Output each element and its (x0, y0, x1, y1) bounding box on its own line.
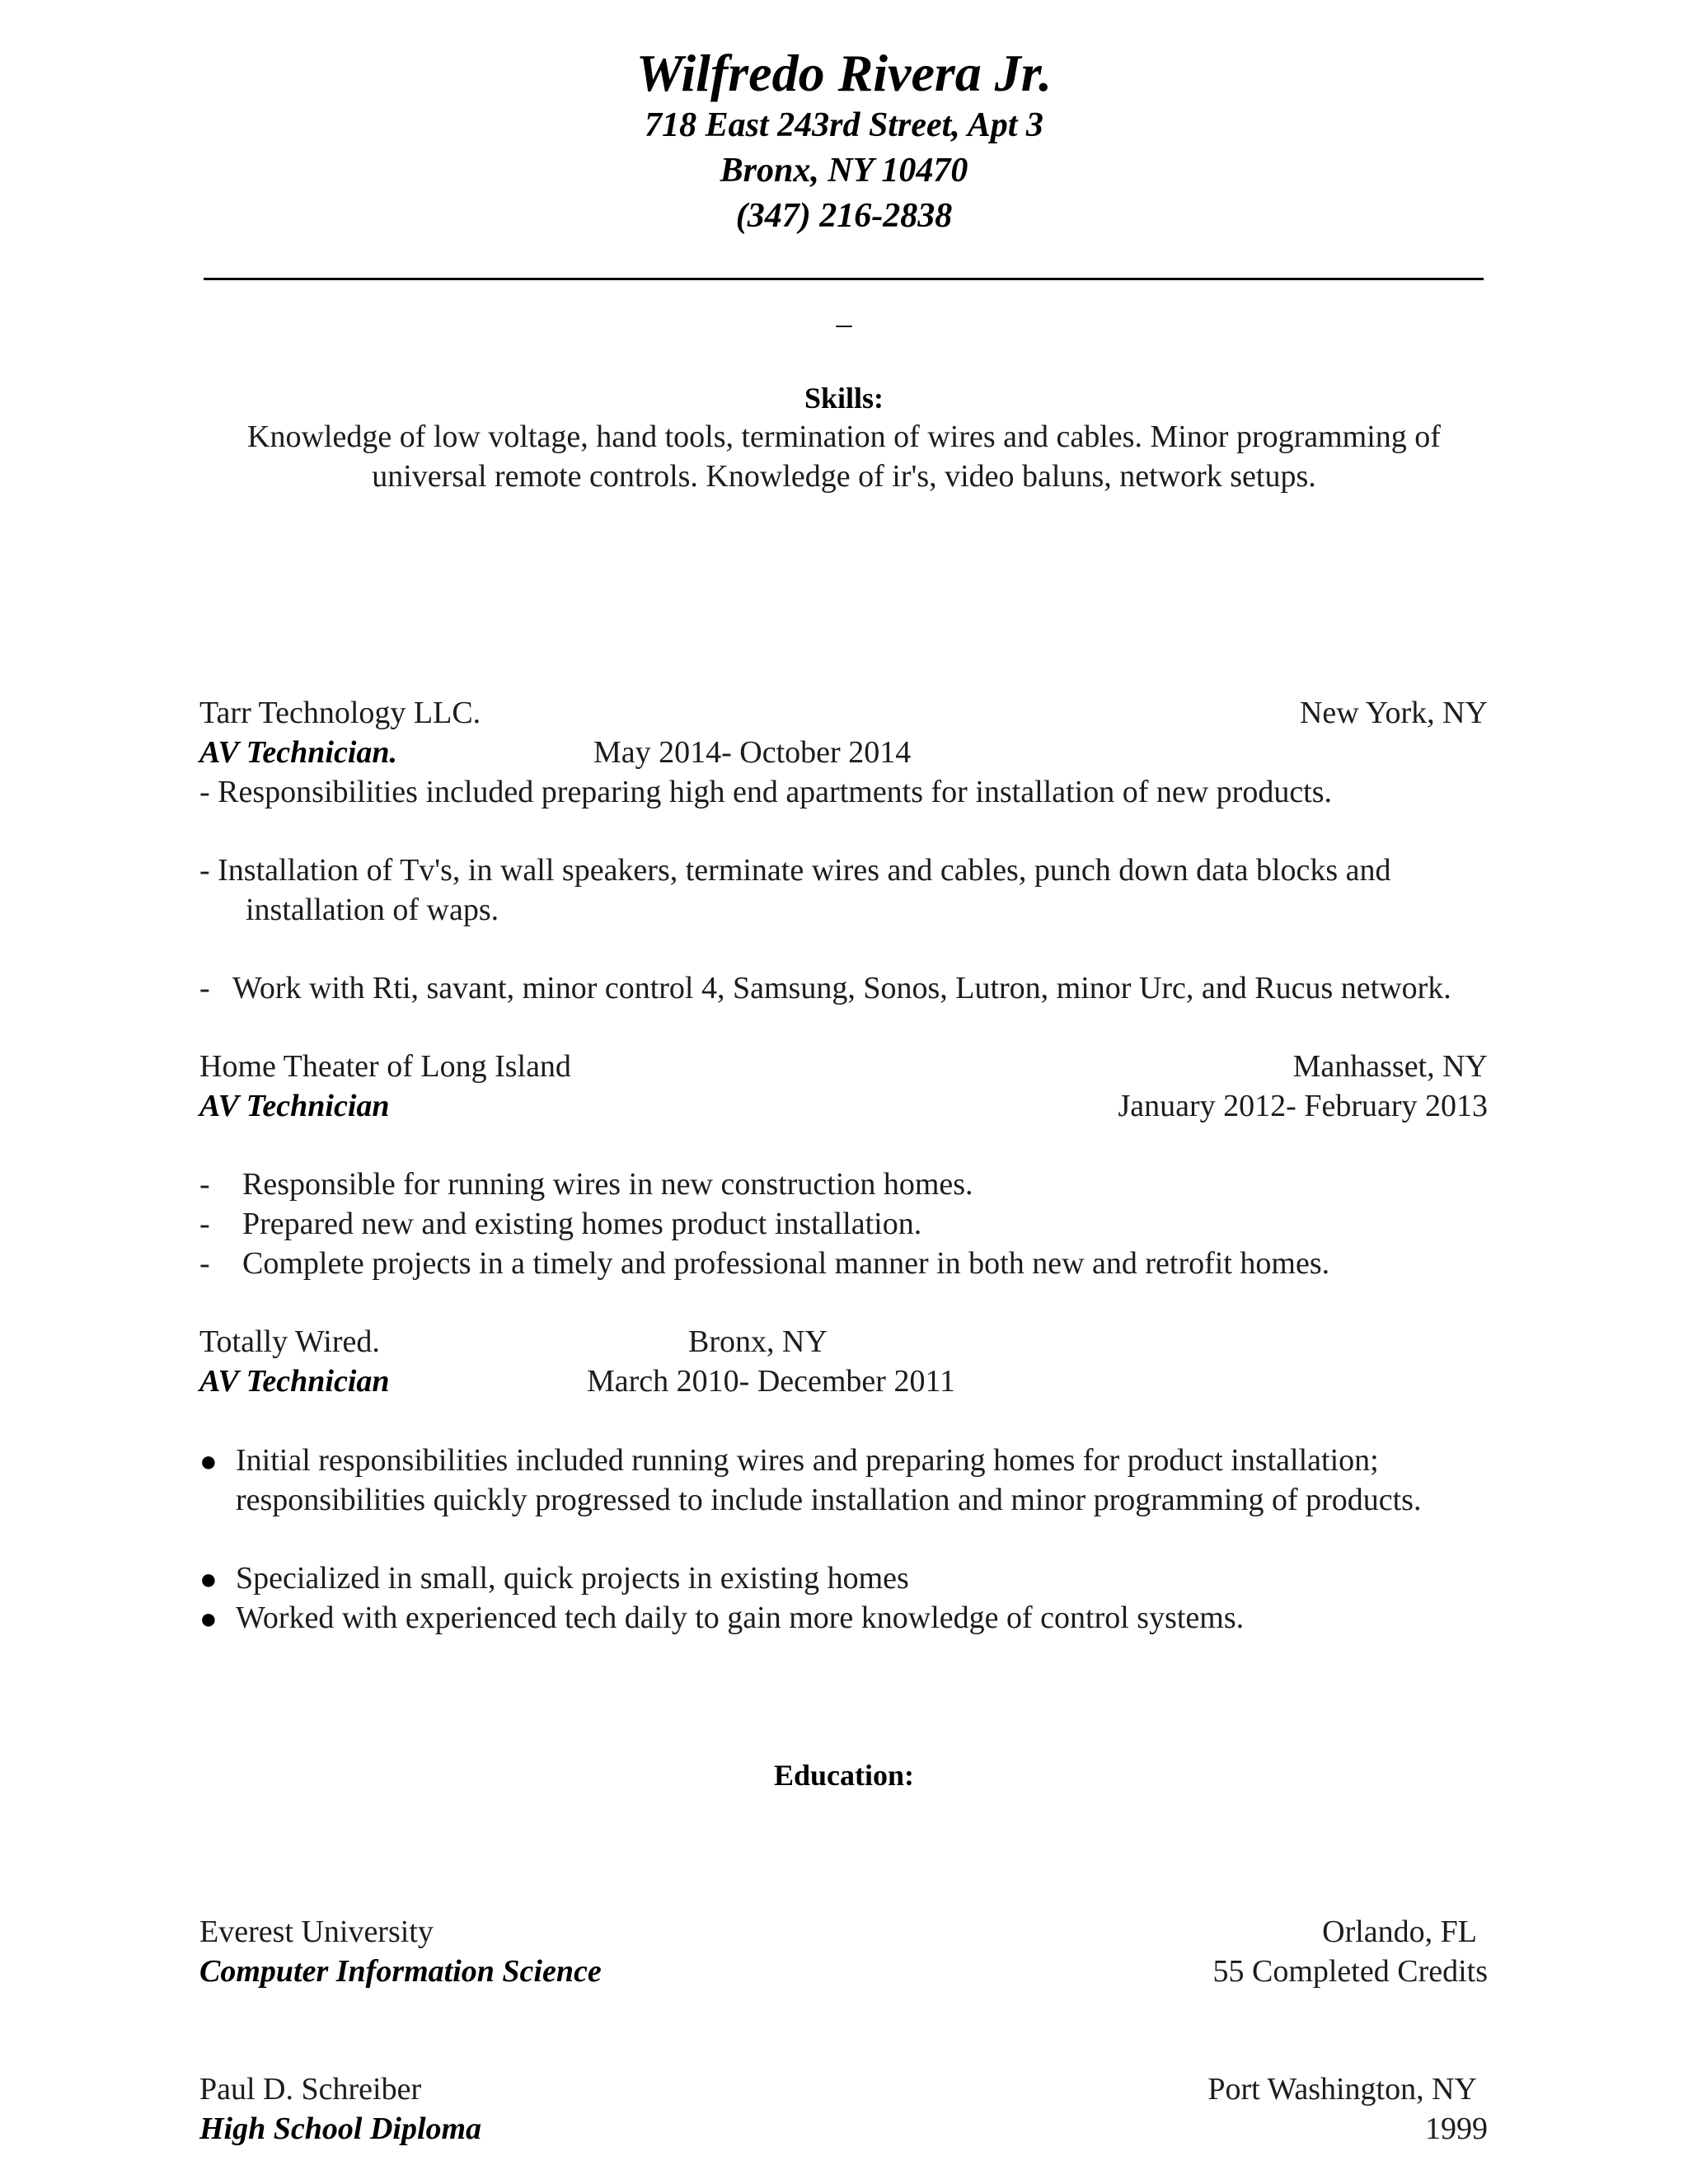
school-name: Everest University (199, 1915, 434, 1949)
job-duty: Initial responsibilities included running wires and preparing homes for product installation; (236, 1443, 1379, 1478)
address-line-1: 718 East 243rd Street, Apt 3 (645, 106, 1043, 144)
bullet-icon: ● (199, 1563, 218, 1596)
job-location: Bronx, NY (688, 1324, 828, 1359)
dash-marker: - (199, 1246, 210, 1281)
education-heading: Education: (773, 1759, 915, 1792)
program-name: High School Diploma (199, 2111, 482, 2146)
dash-marker: - (199, 971, 210, 1005)
program-detail: 55 Completed Credits (1212, 1954, 1488, 1989)
school-location: Port Washington, NY (1207, 2072, 1477, 2107)
program-name: Computer Information Science (199, 1954, 602, 1989)
bullet-icon: ● (199, 1445, 218, 1478)
job-dates: March 2010- December 2011 (587, 1364, 956, 1399)
dash-marker: - (199, 1207, 210, 1241)
job-company: Tarr Technology LLC. (199, 696, 481, 730)
job-company: Totally Wired. (199, 1324, 380, 1359)
job-role: AV Technician (199, 1089, 390, 1123)
job-duty: Specialized in small, quick projects in existing homes (236, 1561, 909, 1596)
skills-heading: Skills: (804, 382, 884, 415)
bullet-icon: ● (199, 1602, 218, 1635)
school-location: Orlando, FL (1322, 1915, 1477, 1949)
program-detail: 1999 (1425, 2111, 1488, 2146)
job-role: AV Technician (199, 1364, 390, 1399)
candidate-name: Wilfredo Rivera Jr. (635, 44, 1053, 102)
job-duty: Prepared new and existing homes product installation. (242, 1207, 922, 1241)
job-duty: Responsible for running wires in new construction homes. (242, 1167, 973, 1202)
job-dates: May 2014- October 2014 (593, 735, 912, 770)
job-duty: - Installation of Tv's, in wall speakers, terminate wires and cables, punch down data blocks and (199, 853, 1391, 888)
job-duty: Worked with experienced tech daily to gain more knowledge of control systems. (236, 1601, 1245, 1635)
dash-marker: - (199, 1167, 210, 1202)
job-location: Manhasset, NY (1292, 1049, 1488, 1084)
job-location: New York, NY (1299, 696, 1488, 730)
job-duty: Complete projects in a timely and professional manner in both new and retrofit homes. (242, 1246, 1330, 1281)
job-company: Home Theater of Long Island (199, 1049, 571, 1084)
address-line-2: Bronx, NY 10470 (720, 152, 968, 190)
divider-mark: _ (836, 296, 852, 330)
job-duty: - Responsibilities included preparing high end apartments for installation of new products. (199, 775, 1333, 809)
skills-line: universal remote controls. Knowledge of ir's, video baluns, network setups. (372, 459, 1316, 494)
job-duty-continued: responsibilities quickly progressed to include installation and minor programming of products. (236, 1483, 1422, 1517)
job-duty: Work with Rti, savant, minor control 4, Samsung, Sonos, Lutron, minor Urc, and Rucus network. (232, 971, 1451, 1005)
job-dates: January 2012- February 2013 (1118, 1089, 1488, 1123)
skills-line: Knowledge of low voltage, hand tools, termination of wires and cables. Minor programming of (247, 419, 1441, 454)
header-divider (204, 278, 1484, 280)
phone-number: (347) 216-2838 (735, 197, 953, 235)
school-name: Paul D. Schreiber (199, 2072, 422, 2107)
job-duty-continued: installation of waps. (246, 893, 499, 927)
job-role: AV Technician. (199, 735, 398, 770)
